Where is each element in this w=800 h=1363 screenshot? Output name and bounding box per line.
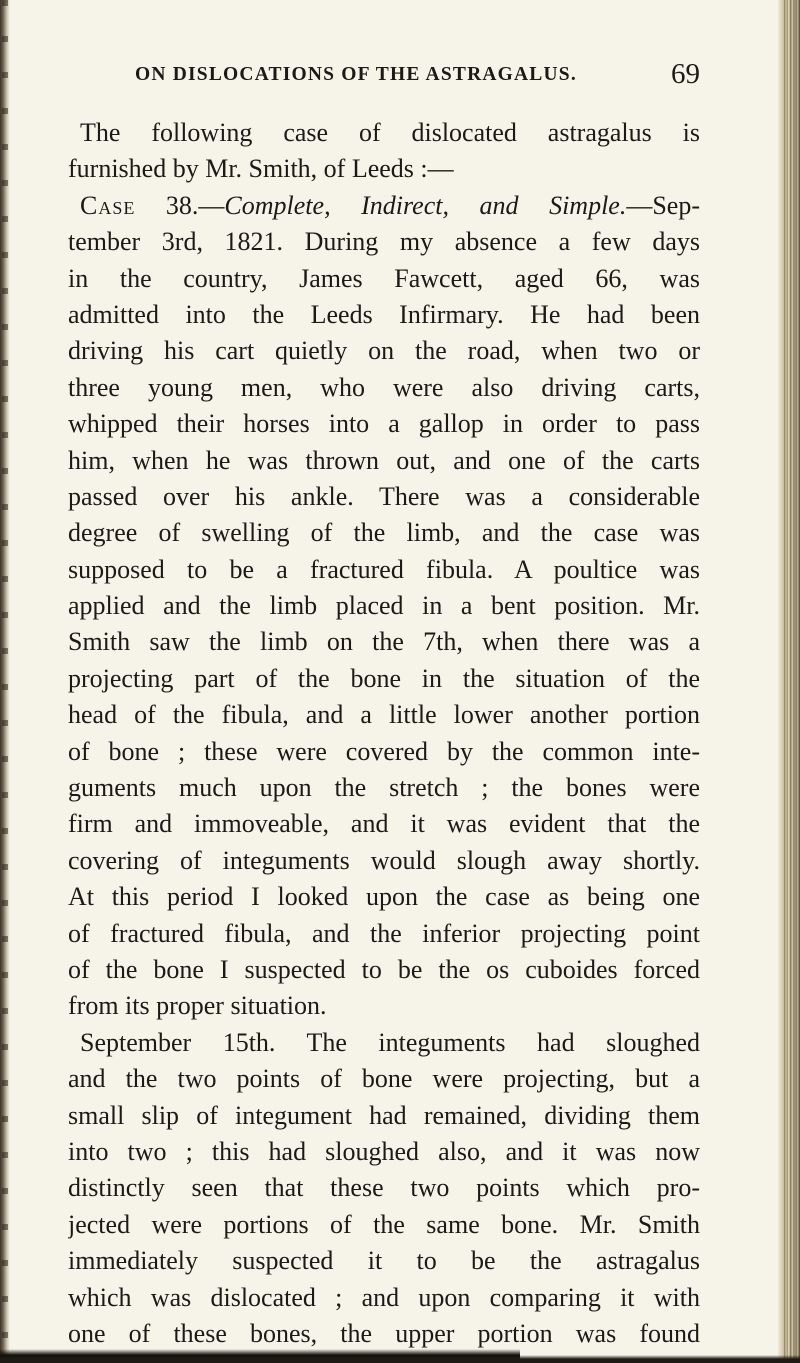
case-label: Case	[80, 190, 136, 220]
binding-stitches	[2, 0, 8, 1363]
text-line: supposed to be a fractured fibula. A poultice was	[68, 554, 700, 584]
running-header	[75, 56, 700, 96]
text-line: furnished by Mr. Smith, of Leeds :—	[68, 154, 454, 184]
text-line: covering of integuments would slough away shortly.	[68, 845, 700, 875]
text-line: projecting part of the bone in the situation of the	[68, 663, 700, 693]
page-number: 69	[671, 58, 700, 90]
text-line: passed over his ankle. There was a considerable	[68, 481, 700, 511]
text-line: head of the fibula, and a little lower another portion	[68, 700, 700, 730]
text-line: driving his cart quietly on the road, when two or	[68, 336, 700, 366]
text-line: guments much upon the stretch ; the bones were	[68, 773, 700, 803]
page-bottom-edge	[0, 1355, 800, 1363]
text-line: tember 3rd, 1821. During my absence a few days	[68, 227, 700, 257]
text-line: jected were portions of the same bone. Mr. Smith	[68, 1209, 700, 1239]
text-line: distinctly seen that these two points which pro-	[68, 1173, 700, 1203]
text-line: applied and the limb placed in a bent position. Mr.	[68, 591, 700, 621]
case-number: 38.—	[165, 190, 225, 220]
text-line: into two ; this had sloughed also, and it was now	[68, 1136, 700, 1166]
text-line: degree of swelling of the limb, and the case was	[68, 518, 700, 548]
text-line: immediately suspected it to be the astragalus	[68, 1246, 700, 1276]
text-line: and the two points of bone were projecting, but a	[68, 1064, 700, 1094]
text-line: admitted into the Leeds Infirmary. He had been	[68, 299, 700, 329]
page-edge-leaves	[784, 0, 800, 1363]
text-line: Smith saw the limb on the 7th, when there was a	[68, 627, 700, 657]
body-text	[68, 115, 700, 1352]
text-line: of bone ; these were covered by the common inte-	[68, 736, 700, 766]
text-line: of fractured fibula, and the inferior projecting point	[68, 918, 700, 948]
case-heading-line	[68, 188, 700, 224]
text-line: of the bone I suspected to be the os cuboides forced	[68, 954, 700, 984]
text-line: which was dislocated ; and upon comparing it with	[68, 1282, 700, 1312]
text-line: from its proper situation.	[68, 991, 327, 1021]
text-line: The following case of dislocated astragalus is	[80, 118, 700, 147]
running-title: ON DISLOCATIONS OF THE ASTRAGALUS.	[135, 64, 577, 85]
text-line: firm and immoveable, and it was evident that the	[68, 809, 700, 839]
case-title: Complete, Indirect, and Simple.	[224, 190, 627, 220]
text-line: three young men, who were also driving carts,	[68, 372, 700, 402]
text-line: At this period I looked upon the case as being one	[68, 882, 700, 912]
text-line: whipped their horses into a gallop in order to pass	[68, 409, 700, 439]
case-heading-continuation: —Sep-	[626, 190, 700, 220]
text-line: in the country, James Fawcett, aged 66, was	[68, 263, 700, 293]
text-line: him, when he was thrown out, and one of the carts	[68, 445, 700, 475]
text-line: small slip of integument had remained, dividing them	[68, 1100, 700, 1130]
text-line: September 15th. The integuments had sloughed	[80, 1027, 700, 1057]
text-line: one of these bones, the upper portion was found	[68, 1318, 700, 1348]
